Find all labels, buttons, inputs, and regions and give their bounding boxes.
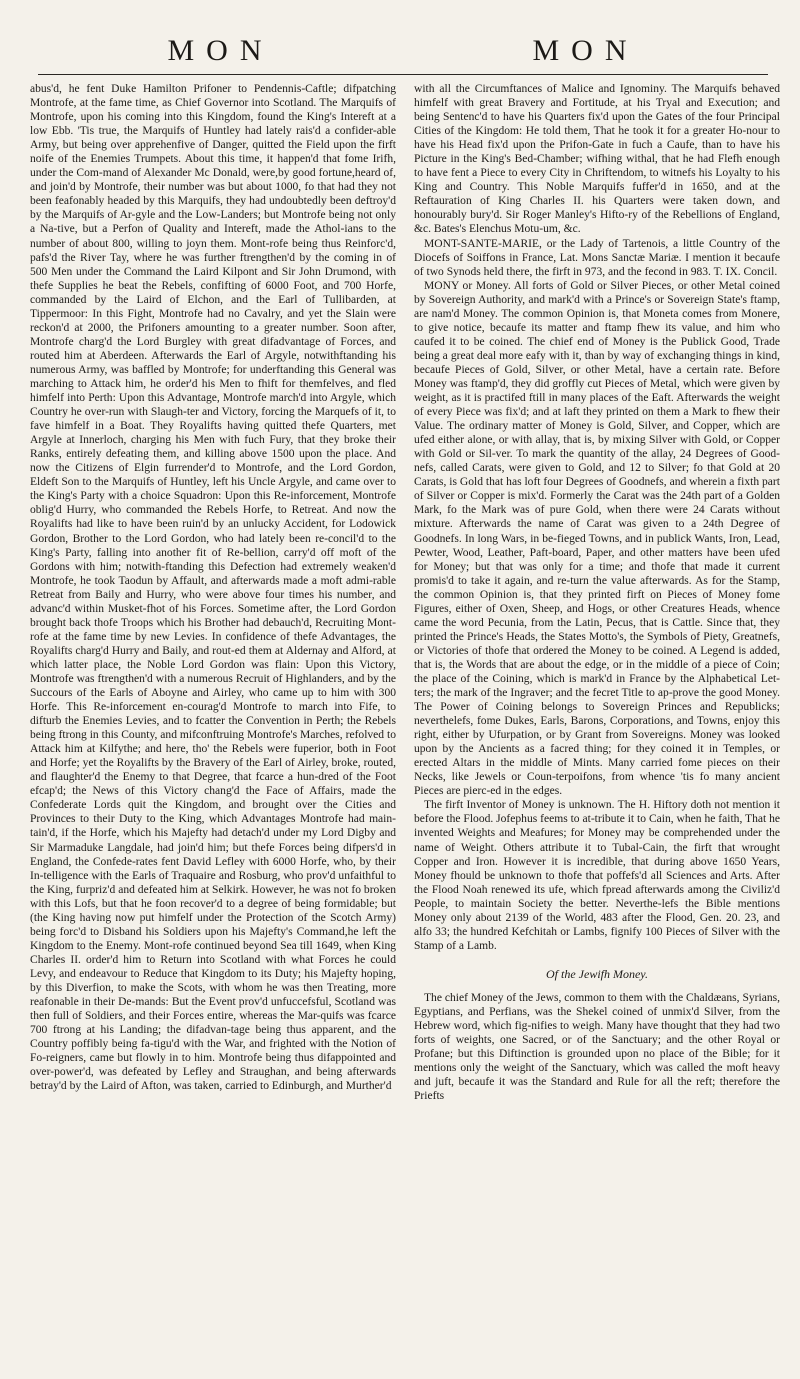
text-columns [30,82,780,1372]
left-column [30,82,396,1372]
subheading-jewish-money: Of the Jewifh Money. [546,966,648,981]
entry-mony: MONY or Money. All forts of Gold or Silver Pieces, or other Metal coined by Sovereign Authority, and mark'd with a Prince's or Sovereign State's ftamp, are nam'd Money. The common Opinion is, that Moneta comes from Monere, to give notice, becaufe its matter and ftamp fhew its value, and him who caufed it to be coined. The chief end of Money is the Publick Good, Trade being a great deal more eafy with it, than by way of exchanging things in kind, becaufe Pieces of Gold, Silver, or other Metal, have a certain rate. Before Money was ftamp'd, they did groffly cut Pieces of Metal, which were given by weight, as it is practifed ftill in many places of the Eaft. Afterwards the weight of every Piece was fix'd; and at laft they printed on them a Mark to fhew their Value. The ordinary matter of Money is Gold, Silver, and Copper, which are ufed either alone, or with allay, that is, by mixing Silver with Gold, or Copper with Gold or Sil-ver. To mark the quantity of the allay, 24 Degrees of Good-nefs, called Carats, were given to Gold, and 12 to Silver; fo that Gold at 20 Carats, is Gold that has loft four Degrees of Goodnefs, and wherein a fixth part of Silver or Copper is mix'd. Formerly the Carat was the 24th part of a Golden Mark, fo the Mark was of pure Gold, when there were 24 Carats without mixture. Afterwards the name of Carat was given to a 24th Degree of Goodnefs. In long Wars, in be-fieged Towns, and in publick Wants, Iron, Lead, Pewter, Wood, Leather, Paft-board, Paper, and other matters have been ufed for Money; but that was only for a time; and thofe that made it current promis'd to take it again, and re-turn the value afterwards. As for the Stamp, the common Opinion is, that they printed firft on Pieces of Money fome Figures, either of Oxen, Sheep, and Hogs, or other Creatures Heads, whence came the word Pecunia, from the Latin, Pecus, that is Cattle. Since that, they printed the Prince's Heads, the States Motto's, the Symbols of Piety, Greatnefs, or Victories of thofe that ordered the Money to be coined. A Legend is added, that is, the Words that are about the edge, or in the middle of a piece of Coin; the place of the Coining, which is mark'd in France by the Alphabetical Let-ters; the mark of the Ingraver; and the fecret Title to ap-prove the good Money. The Power of Coining belongs to Sovereign Princes and Republicks; neverthelefs, fome Dukes, Earls, Barons, Corporations, and Towns, enjoy this right, either by Ufurpation, or by Grant from Sovereigns. Money was looked upon by the Ancients as a facred thing; for they coined it in Temples, or erected Altars in the middle of Mints. Many carried fome pieces on their Necks, like Jewels or Coun-terpoifons, from whence 'tis fo many ancient Pieces are pierc-ed in the edges. [414,279,780,798]
right-column-paragraph: with all the Circumftances of Malice and Ignominy. The Marquifs behaved himfelf with great Bravery and Fortitude, at his Tryal and Execution; and being Sentenc'd to have his Quarters fix'd upon the Gates of the four Principal Cities of the Kingdom: He told them, That he took it for a greater Ho-nour to have his Head fix'd upon the Prifon-Gate in fuch a Caufe, than to have his Picture in the King's Bed-Chamber; wifhing withal, that he had Flefh enough to have fent a Piece to every City in Chriftendom, to witnefs his Loyalty to his King and Country. This Noble Marquifs fuffer'd in 1650, and at the Reftauration of King Charles II. his Quarters were taken down, and honourably bury'd. Sir Roger Manley's Hifto-ry of the Rebellions of England, &c. Bates's Elenchus Motu-um, &c. [414,83,780,236]
running-head [38,0,768,75]
right-column-paragraph: The chief Money of the Jews, common to them with the Chaldæans, Syrians, Egyptians, and Perfians, was the Shekel coined of unmix'd Silver, from the Hebrew word, which fig-nifies to weigh. Many have thought that they had two forts of weights, one Sacred, or of the Sanctuary; and the other Royal or Profane; but this Diftinction is grounded upon no place of the Bible; for it mentions only the weight of the Sanctuary, which was called the moft heavy and juft, becaufe it was the Standard and Rule for all the reft; therefore the Priefts [414,991,780,1103]
running-head-left: MON [167,34,274,67]
running-head-right: MON [532,34,639,67]
right-column-paragraph: The firft Inventor of Money is unknown. The H. Hiftory doth not mention it before the Flood. Jofephus feems to at-tribute it to Cain, when he faith, That he invented Weights and Meafures; for Money may be comprehended under the name of Weight. Others attribute it to Tubal-Cain, the firft that wrought Copper and Iron. However it is incredible, that during above 1650 Years, Money fhould be unknown to thofe that poffefs'd all Sciences and Arts. After the Flood Noah renewed its ufe, which fpread afterwards among the Civiliz'd People, to maintain Society the better. Neverthe-lefs the Bible mentions Money only about 2139 of the World, 483 after the Flood, Gen. 20. 23, and alfo 33; the hundred Kefchitah or Lambs, fignify 100 Pieces of Silver with the Stamp of a Lamb. [414,799,780,952]
entry-mont-sante-marie: MONT-SANTE-MARIE, or the Lady of Tartenois, a little Country of the Diocefs of Soiffons in France, Lat. Mons Sanctæ Mariæ. I mention it becaufe of two Synods held there, the firft in 973, and the fecond in 983. T. IX. Concil. [414,237,780,278]
right-column [414,82,780,1372]
left-column-paragraph: abus'd, he fent Duke Hamilton Prifoner to Pendennis-Caftle; difpatching Montrofe, at the fame time, as Chief Governor into Scotland. The Marquifs of Montrofe, upon his coming into this Kingdom, found the King's Intereft at a low Ebb. 'Tis true, the Marquifs of Huntley had lately rais'd a confider-able Army, but being over apprehenfive of Danger, quitted the Field upon the firft noife of the Enemies Trumpets. About this time, it happen'd that fome Irifh, under the Com-mand of Alexander Mc Donald, were,by good fortune,heard of, and join'd by Montrofe, their number was but about 1000, fo that had they not been feafonably headed by this Marquifs, they had undoubtedly been deftroy'd by the Marquifs of Ar-gyle and the Low-Landers; but Montrofe being not only a Na-tive, but a Perfon of Quality and Intereft, made the Athol-ians to the number of about 800, willing to joyn them. Mont-rofe being thus Reinforc'd, pafs'd the River Tay, where he was further ftrengthen'd by the coming in of 500 Men under the Command the Laird Kilpont and Sir John Drumond, with thefe Supplies he beat the Rebels, confifting of 6000 Foot, and 700 Horfe, commanded by the Laird of Elchon, and the Earl of Tullibarden, at Tippermoor: In this Fight, Montrofe had no Cavalry, and yet the Slain were reckon'd at 2000, the Prifoners amounting to a greater number. Soon after, Montrofe charg'd the Lord Burgley with great difadvantage of Forces, and routed him at Aberdeen. Afterwards the Earl of Argyle, notwithftanding his numerous Army, was baffled by Montrofe; for underftanding this General was marching to Attack him, he order'd his Men to fhift for themfelves, and fled himfelf into Perth: Upon this Advantage, Montrofe march'd into Argyle, which Country he over-run with Slaugh-ter and Victory, forcing the Marquefs of it, to fave himfelf in a Boat. They Royalifts having quitted thefe Quarters, met Argyle at Innerloch, charging his Men with fuch Fury, that they broke their Ranks, entirely defeating them, and killing above 1500 upon the place. And now the Citizens of Elgin furrender'd to Montrofe, and the Lord Gordon, Eldeft Son to the Marquifs of Huntley, left his Uncle Argyle, and came over to the King's Party with a choice Squadron: Upon this Re-inforcement, Montrofe oblig'd Hurry, who commanded the Rebels Horfe, to Retreat. And now the Royalifts had like to have been ruin'd by an unlucky Accident, for Lodowick Gordon, Brother to the Lord Gordon, who had lately been re-concil'd to the King's Party, falling into another fit of Re-bellion, carry'd off moft of the Gordons with him; notwith-ftanding this Defection had extremely weaken'd Montrofe, he took Taodun by Affault, and afterwards made a moft admi-rable Retreat from Baily and Hurry, who were above four times his number, and advanc'd within Musket-fhot of his Forces. Sometime after, the Lord Gordon brought back thofe Troops which his Brother had debauch'd, Recruiting Mont-rofe at the fame time by new Levies. In confidence of thefe Advantages, the Royalifts charg'd Hurry and Baily, and rout-ed them at Aldernay and Alford, at which latter place, the Noble Lord Gordon was flain: Upon this Victory, Montrofe was ftrengthen'd with a numerous Recruit of Highlanders, and by the Succours of the Earls of Aboyne and Airley, who came up to him with 300 Horfe. This Re-inforcement en-courag'd Montrofe to march into Fife, to difturb the Enemies Levies, and to fcatter the Convention in Perth; the Rebels being ftrong in this County, and mifconftruing Montrofe's Marches, refolved to Attack him at Kilfythe; and here, tho' the Rebels were fuperior, both in Foot and Horfe; yet the Royalifts by the Bravery of the Earl of Airley, broke, routed, and flaughter'd the Enemy to that Degree, that fcarce a hun-dred of the Foot efcap'd; the News of this Victory chang'd the Face of Affairs, made the Confederate Lords quit the Kingdom, and brought over the Cities and Provinces to their Duty to the King, which Advantages Montrofe had main-tain'd, if the Horfe, which his Majefty had detach'd under my Lord Digby and Sir Marmaduke Langdale, had join'd him; but thefe Forces being difpers'd in England, the Confede-rates fent David Lefley with 6000 Horfe, who, by their In-telligence with the Earls of Traquaire and Rosburg, who prov'd unfaithful to the King, furpriz'd and defeated him at Selkirk. However, he was not fo broken with this Lofs, but that he foon recover'd to a degree of being formidable; but (the King having now put himfelf under the Protection of the Scotch Army) being forc'd to Disband his Soldiers upon his Majefty's Command,he left the Kingdom to the Enemy. Mont-rofe continued beyond Sea till 1649, when King Charles II. order'd him to Return into Scotland with what Forces he could Levy, and endeavour to Reduce that Kingdom to its Duty; his Majefty hoping, by this Diverfion, to make the Scots, with whom he was then Treating, more reafonable in their De-mands: But the Event prov'd unfuccefsful, Scotland was then full of Soldiers, and their Forces entire, whereas the Mar-quifs was fcarce 700 ftrong at his Landing; the difadvan-tage being thus apparent, and the Country poffibly being fa-tigu'd with the War, and frighted with the Notion of Fo-reigners, came but flowly in to him. Montrofe being thus difappointed and over-power'd, was defeated by Lefley and Straughan, and being afterwards betray'd by the Laird of Afton, was taken, carried to Edinburgh, and Murther'd [30,83,396,1093]
